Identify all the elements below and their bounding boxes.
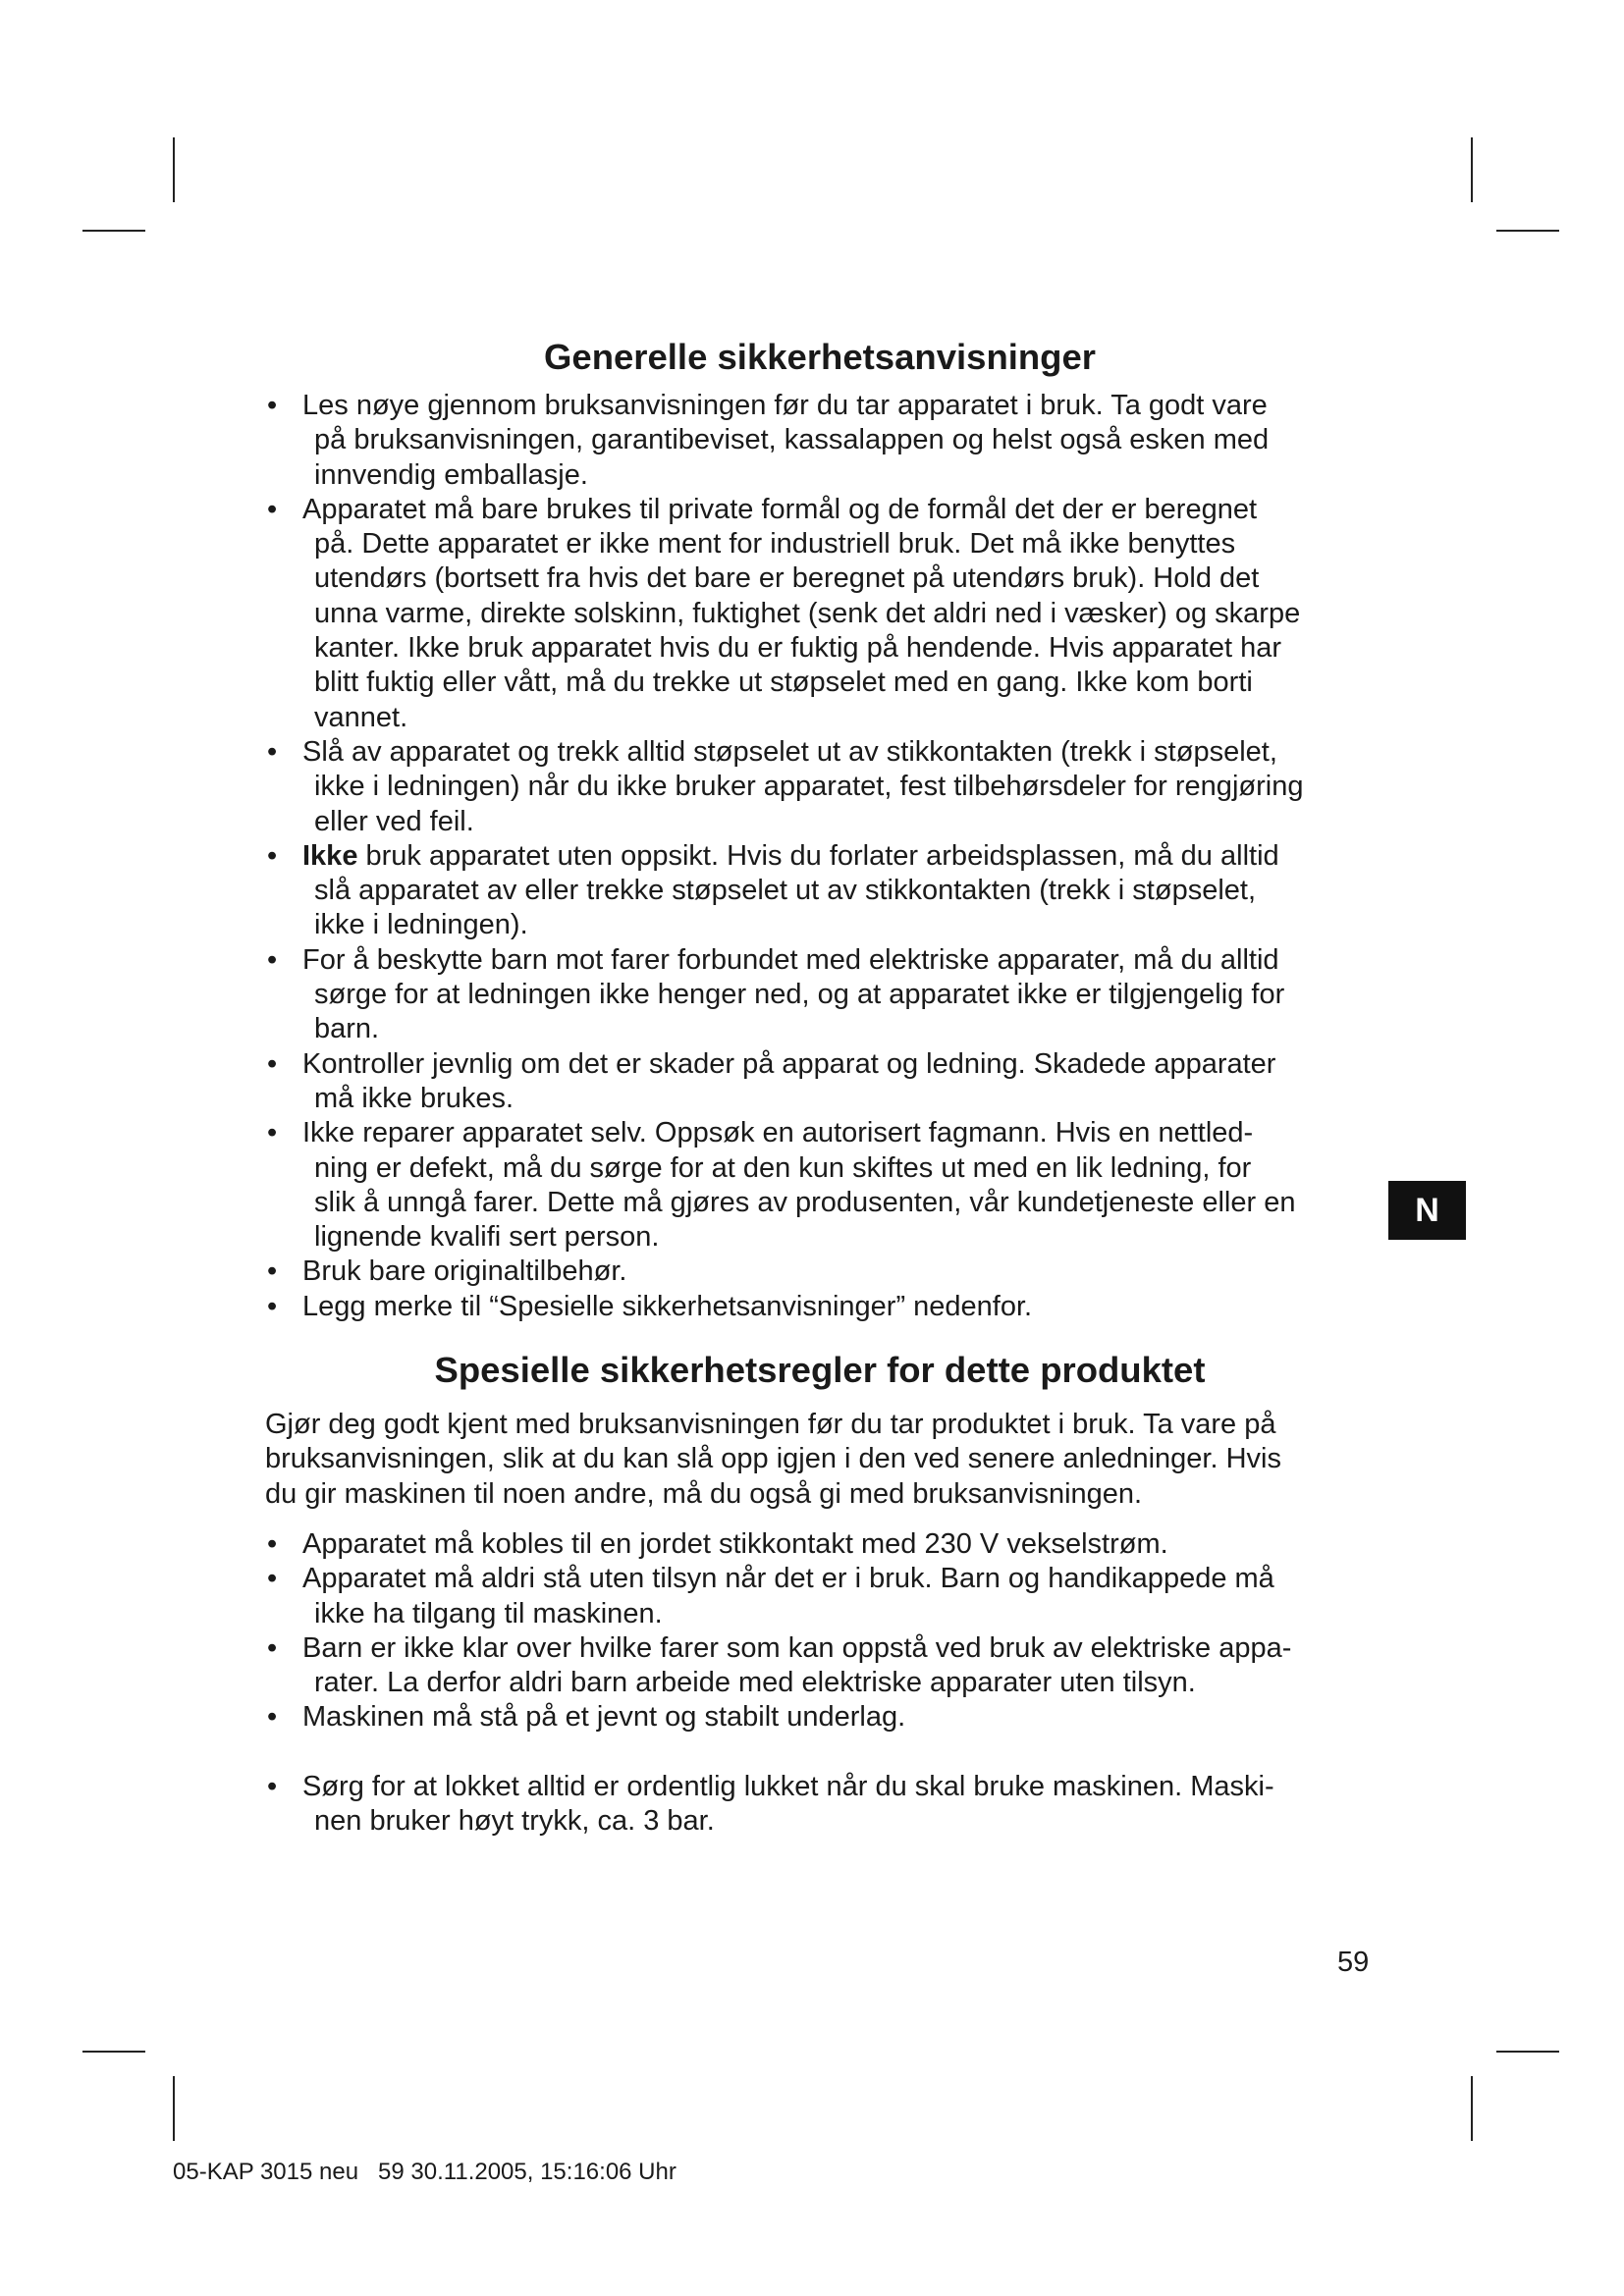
- page-number: 59: [1337, 1947, 1370, 1978]
- language-tab: N: [1388, 1181, 1466, 1240]
- bullet-icon: •: [267, 943, 278, 976]
- print-footer: 05-KAP 3015 neu 59 30.11.2005, 15:16:06 Uhr: [173, 2159, 677, 2185]
- bullet-icon: •: [267, 1047, 278, 1080]
- list-item-line: ikke i ledningen) når du ikke bruker apparatet, fest tilbehørsdeler for rengjøring: [314, 771, 1304, 803]
- crop-mark-bottom-right-vertical: [1471, 2076, 1473, 2141]
- crop-mark-top-right-vertical: [1471, 137, 1473, 202]
- list-item-line: nen bruker høyt trykk, ca. 3 bar.: [314, 1804, 715, 1837]
- list-item-line: lignende kvalifi sert person.: [314, 1221, 660, 1254]
- list-item: [265, 1562, 1375, 1631]
- list-item-line: ikke ha tilgang til maskinen.: [314, 1597, 663, 1629]
- list-item-line: eller ved feil.: [314, 805, 474, 837]
- list-item: [265, 943, 1375, 1047]
- bullet-icon: •: [267, 1701, 278, 1734]
- list-item-line: vannet.: [314, 701, 408, 733]
- list-item: [265, 493, 1375, 735]
- general-safety-list: [265, 389, 1375, 1324]
- list-item: [265, 1770, 1375, 1840]
- special-safety-list: [265, 1527, 1375, 1735]
- special-safety-intro: [265, 1408, 1375, 1512]
- list-item: [265, 1047, 1375, 1117]
- list-item-line: unna varme, direkte solskinn, fuktighet (senk det aldri ned i væsker) og skarpe: [314, 597, 1301, 629]
- bullet-icon: •: [267, 1770, 278, 1802]
- crop-mark-top-right-horizontal: [1496, 230, 1559, 232]
- list-item-line: Apparatet må aldri stå uten tilsyn når det er i bruk. Barn og handikappede må: [302, 1563, 1274, 1595]
- list-item-line: Apparatet må bare brukes til private formål og de formål det der er beregnet: [302, 493, 1258, 525]
- list-item-line: utendørs (bortsett fra hvis det bare er beregnet på utendørs bruk). Hold det: [314, 562, 1260, 595]
- list-item-line: på. Dette apparatet er ikke ment for industriell bruk. Det må ikke benyttes: [314, 528, 1236, 561]
- bullet-icon: •: [267, 1117, 278, 1149]
- crop-mark-bottom-left-horizontal: [82, 2051, 145, 2053]
- list-item-line: må ikke brukes.: [314, 1082, 514, 1114]
- list-item-line: innvendig emballasje.: [314, 458, 588, 491]
- list-item-line: Kontroller jevnlig om det er skader på apparat og ledning. Skadede apparater: [302, 1047, 1276, 1080]
- list-item-line: Apparatet må kobles til en jordet stikkontakt med 230 V vekselstrøm.: [302, 1527, 1168, 1560]
- list-item-line: ning er defekt, må du sørge for at den kun skiftes ut med en lik ledning, for: [314, 1151, 1252, 1184]
- list-item: [265, 735, 1375, 839]
- crop-mark-bottom-right-horizontal: [1496, 2051, 1559, 2053]
- section-title-special-safety: Spesielle sikkerhetsregler for dette produktet: [434, 1350, 1206, 1391]
- list-item-line: på bruksanvisningen, garantibeviset, kassalappen og helst også esken med: [314, 424, 1270, 456]
- list-item: [265, 389, 1375, 493]
- list-item-line: Bruk bare originaltilbehør.: [302, 1255, 627, 1288]
- list-item-line: Legg merke til “Spesielle sikkerhetsanvisninger” nedenfor.: [302, 1290, 1033, 1322]
- list-item: [265, 1700, 1375, 1735]
- list-item: [265, 1116, 1375, 1255]
- list-item: [265, 839, 1375, 943]
- list-item-line: Barn er ikke klar over hvilke farer som kan oppstå ved bruk av elektriske appa-: [302, 1631, 1292, 1664]
- emphasis: Ikke: [302, 839, 358, 872]
- list-item-line: Ikke reparer apparatet selv. Oppsøk en autorisert fagmann. Hvis en nettled-: [302, 1117, 1254, 1149]
- list-item-line: barn.: [314, 1013, 380, 1045]
- bullet-icon: •: [267, 1255, 278, 1288]
- bullet-icon: •: [267, 1563, 278, 1595]
- list-item-line: sørge for at ledningen ikke henger ned, og at apparatet ikke er tilgjengelig for: [314, 979, 1285, 1011]
- list-item-line: Ikke bruk apparatet uten oppsikt. Hvis du forlater arbeidsplassen, må du alltid: [302, 839, 1279, 872]
- intro-line: Gjør deg godt kjent med bruksanvisningen før du tar produktet i bruk. Ta vare på: [265, 1409, 1276, 1441]
- list-item: [265, 1255, 1375, 1289]
- bullet-icon: •: [267, 1631, 278, 1664]
- list-item: [265, 1527, 1375, 1562]
- bullet-icon: •: [267, 1527, 278, 1560]
- bullet-icon: •: [267, 1290, 278, 1322]
- list-item-line: For å beskytte barn mot farer forbundet med elektriske apparater, må du alltid: [302, 943, 1279, 976]
- list-item-line: Maskinen må stå på et jevnt og stabilt underlag.: [302, 1701, 906, 1734]
- section-title-general-safety: Generelle sikkerhetsanvisninger: [544, 337, 1096, 377]
- list-item-line: Les nøye gjennom bruksanvisningen før du tar apparatet i bruk. Ta godt vare: [302, 390, 1268, 421]
- bullet-icon: •: [267, 735, 278, 768]
- list-item-line: slå apparatet av eller trekke støpselet ut av stikkontakten (trekk i støpselet,: [314, 875, 1257, 907]
- bullet-icon: •: [267, 493, 278, 525]
- bullet-icon: •: [267, 839, 278, 872]
- list-gap: [265, 1735, 1375, 1770]
- list-item: [265, 1631, 1375, 1701]
- list-item-line: blitt fuktig eller vått, må du trekke ut støpselet med en gang. Ikke kom borti: [314, 667, 1253, 699]
- page-content: [265, 334, 1375, 1839]
- crop-mark-bottom-left-vertical: [173, 2076, 175, 2141]
- list-item-line: kanter. Ikke bruk apparatet hvis du er fuktig på hendende. Hvis apparatet har: [314, 632, 1281, 665]
- list-item: [265, 1290, 1375, 1324]
- list-item-line: rater. La derfor aldri barn arbeide med elektriske apparater uten tilsyn.: [314, 1667, 1196, 1699]
- crop-mark-top-left-horizontal: [82, 230, 145, 232]
- list-item-line: Slå av apparatet og trekk alltid støpselet ut av stikkontakten (trekk i støpselet,: [302, 735, 1277, 768]
- special-safety-list-continued: [265, 1770, 1375, 1840]
- bullet-icon: •: [267, 390, 278, 421]
- list-item-line: Sørg for at lokket alltid er ordentlig lukket når du skal bruke maskinen. Maski-: [302, 1770, 1274, 1802]
- list-item-line: ikke i ledningen).: [314, 909, 528, 941]
- crop-mark-top-left-vertical: [173, 137, 175, 202]
- intro-line: bruksanvisningen, slik at du kan slå opp igjen i den ved senere anledninger. Hvis: [265, 1443, 1281, 1475]
- list-item-line: slik å unngå farer. Dette må gjøres av produsenten, vår kundetjeneste eller en: [314, 1186, 1296, 1218]
- intro-line: du gir maskinen til noen andre, må du også gi med bruksanvisningen.: [265, 1477, 1143, 1510]
